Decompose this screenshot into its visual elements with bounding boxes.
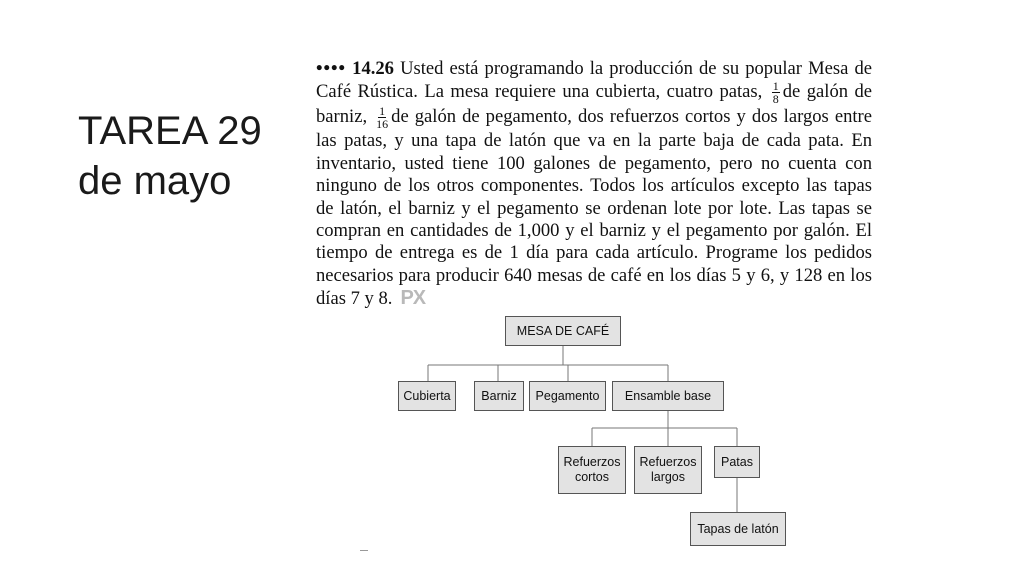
node-label: Cubierta (403, 388, 451, 403)
node-label: Patas (721, 454, 753, 469)
node-label: Pegamento (535, 388, 600, 403)
node-label (640, 455, 697, 485)
bom-node-barniz (474, 381, 524, 411)
bom-node-pegamento (529, 381, 606, 411)
title-line-2: de mayo (78, 159, 232, 203)
difficulty-dots: •••• (316, 58, 347, 79)
fraction-denominator: 16 (376, 117, 389, 132)
bom-node-ensamble-base (612, 381, 724, 411)
bom-node-tapas-de-laton (690, 512, 786, 546)
bom-node-patas (714, 446, 760, 478)
node-label-line1: Refuerzos (563, 455, 621, 469)
px-logo-icon: PX (400, 287, 426, 310)
node-label: Tapas de latón (697, 521, 779, 536)
node-label: Barniz (481, 388, 517, 403)
bom-root-mesa-de-cafe (505, 316, 621, 346)
fraction-numerator: 1 (379, 104, 386, 119)
title-line-1: TAREA 29 (78, 109, 262, 153)
problem-number: 14.26 (352, 58, 394, 79)
node-label: MESA DE CAFÉ (516, 323, 610, 338)
problem-text-part2: de galón de barniz, (316, 81, 873, 128)
bom-node-cubierta (398, 381, 456, 411)
node-label (564, 455, 621, 485)
decorative-dash (360, 550, 368, 551)
problem-text-part3: de galón de pegamento, dos refuerzos cortos y dos largos entre las patas, y una tapa de latón que va en la parte baja de cada pata. En inventario, usted tiene 100 galones de pegamento, pero no cuenta con ninguno de los otros componentes. Todos los artículos excepto las tapas de latón, el barniz y el pegamento se ordenan lote por lote. Las tapas se compran en cantidades de 1,000 y el barniz y el pegamento por galón. El tiempo de entrega es de 1 día para cada artículo. Programe los pedidos necesarios para producir 640 mesas de café en los días 5 y 6, y 128 en los días 7 y 8. (316, 106, 872, 310)
node-label-line1: Refuerzos (639, 455, 697, 469)
fraction-denominator: 8 (772, 92, 779, 107)
bom-node-refuerzos-cortos (558, 446, 626, 494)
node-label-line2: largos (650, 470, 686, 484)
problem-text-part1: Usted está programando la producción de su popular Mesa de Café Rústica. La mesa requiere una cubierta, cuatro patas, (316, 58, 872, 103)
node-label: Ensamble base (624, 388, 712, 403)
fraction-numerator: 1 (772, 79, 779, 94)
node-label-line2: cortos (574, 470, 610, 484)
bom-node-refuerzos-largos (634, 446, 702, 494)
